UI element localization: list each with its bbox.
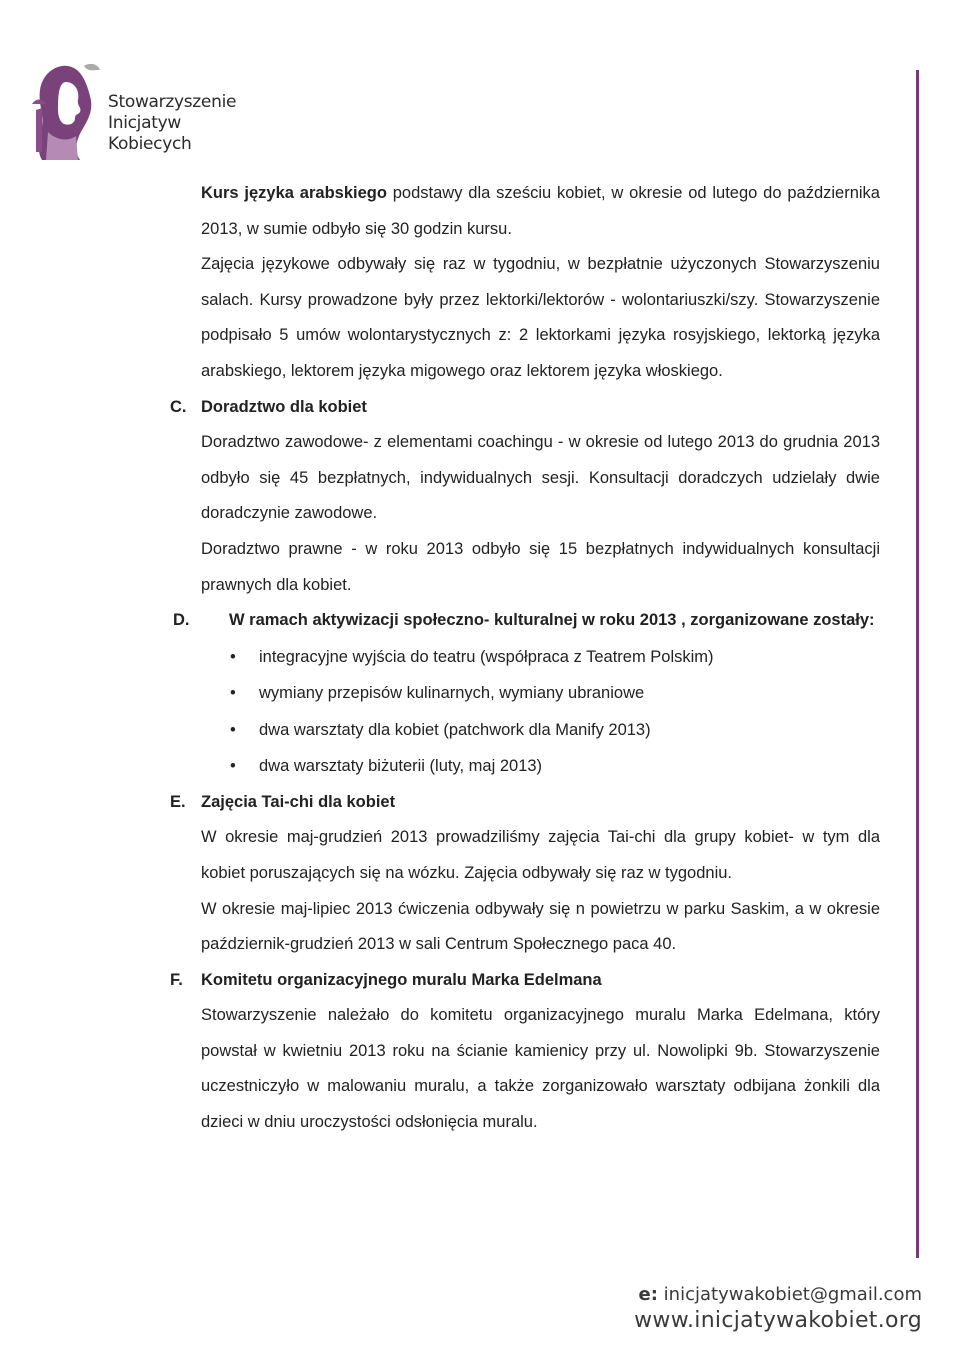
section-d-title: W ramach aktywizacji społeczno- kulturalnej w roku 2013 , zorganizowane zostały:: [229, 611, 875, 630]
section-f-paragraph-1: Stowarzyszenie należało do komitetu organizacyjnego muralu Marka Edelmana, który powstał w kwietniu 2013 roku na ścianie kamienicy przy ul. Nowolipki 9b. Stowarzyszenie uczestniczyło w malowaniu muralu, a także zorganizowało warsztaty odbijana żonkili dla dzieci w dniu uroczystości odsłonięcia muralu.: [201, 1006, 880, 1132]
intro-bold-title: Kurs języka arabskiego: [201, 184, 387, 202]
woman-profile-logo-icon: [28, 60, 106, 166]
section-c-heading: [170, 390, 880, 426]
section-e-letter: E.: [170, 792, 186, 811]
section-d-heading: [170, 603, 880, 639]
section-f-heading: [170, 963, 880, 999]
bullet-icon: •: [230, 757, 236, 776]
section-c-title: Doradztwo dla kobiet: [201, 397, 367, 416]
section-d-list: [170, 639, 880, 785]
section-e-title: Zajęcia Tai-chi dla kobiet: [201, 792, 396, 811]
section-f-letter: F.: [170, 970, 183, 989]
organization-logo: [28, 60, 258, 170]
section-e-paragraph-2: W okresie maj-lipiec 2013 ćwiczenia odbywały się n powietrzu w parku Saskim, a w okresie październik-grudzień 2013 w sali Centrum Społecznego paca 40.: [201, 899, 880, 954]
intro-paragraph: [170, 176, 880, 247]
bullet-icon: •: [230, 684, 236, 703]
footer-email: [639, 1284, 922, 1305]
logo-line-3: Kobiecych: [108, 134, 192, 154]
logo-line-1: Stowarzyszenie: [108, 92, 237, 112]
logo-line-2: Inicjatyw: [108, 113, 181, 133]
list-item-text: wymiany przepisów kulinarnych, wymiany ubraniowe: [259, 684, 645, 703]
footer-email-prefix: e:: [638, 1284, 658, 1305]
decorative-vertical-line: [916, 70, 919, 1258]
list-item: [170, 712, 880, 749]
section-c-paragraph-2: Doradztwo prawne - w roku 2013 odbyło się 15 bezpłatnych indywidualnych konsultacji prawnych dla kobiet.: [201, 539, 880, 594]
footer-email-address[interactable]: inicjatywakobiet@gmail.com: [657, 1284, 922, 1305]
intro-text: podstawy dla sześciu kobiet, w okresie od lutego do października 2013, w sumie odbyło się 30 godzin kursu.: [201, 184, 880, 238]
section-c-letter: C.: [170, 397, 187, 416]
bullet-icon: •: [230, 720, 236, 739]
list-item: [170, 675, 880, 712]
list-item-text: integracyjne wyjścia do teatru (współpraca z Teatrem Polskim): [259, 647, 714, 666]
list-item: [170, 639, 880, 676]
document-body: [170, 176, 880, 1141]
list-item-text: dwa warsztaty biżuterii (luty, maj 2013): [259, 757, 543, 776]
footer-website[interactable]: www.inicjatywakobiet.org: [634, 1308, 922, 1333]
intro-paragraph-2: Zajęcia językowe odbywały się raz w tygodniu, w bezpłatnie użyczonych Stowarzyszeniu salach. Kursy prowadzone były przez lektorki/lektorów - wolontariuszki/szy. Stowarzyszenie podpisało 5 umów wolontarystycznych z: 2 lektorkami języka rosyjskiego, lektorką języka arabskiego, lektorem języka migowego oraz lektorem języka włoskiego.: [201, 255, 880, 380]
section-e-paragraph-1: W okresie maj-grudzień 2013 prowadziliśmy zajęcia Tai-chi dla grupy kobiet- w tym dla kobiet poruszających się na wózku. Zajęcia odbywały się raz w tygodniu.: [201, 828, 880, 882]
logo-text: [108, 92, 236, 155]
section-d-letter: D.: [173, 611, 190, 630]
section-c-paragraph-1: Doradztwo zawodowe- z elementami coachingu - w okresie od lutego 2013 do grudnia 2013 odbyło się 45 bezpłatnych, indywidualnych sesji. Konsultacji doradczych udzielały dwie doradczynie zawodowe.: [201, 433, 880, 523]
bullet-icon: •: [230, 647, 236, 666]
list-item-text: dwa warsztaty dla kobiet (patchwork dla Manify 2013): [259, 720, 651, 739]
section-f-title: Komitetu organizacyjnego muralu Marka Edelmana: [201, 970, 602, 989]
section-e-heading: [170, 785, 880, 821]
list-item: [170, 748, 880, 785]
